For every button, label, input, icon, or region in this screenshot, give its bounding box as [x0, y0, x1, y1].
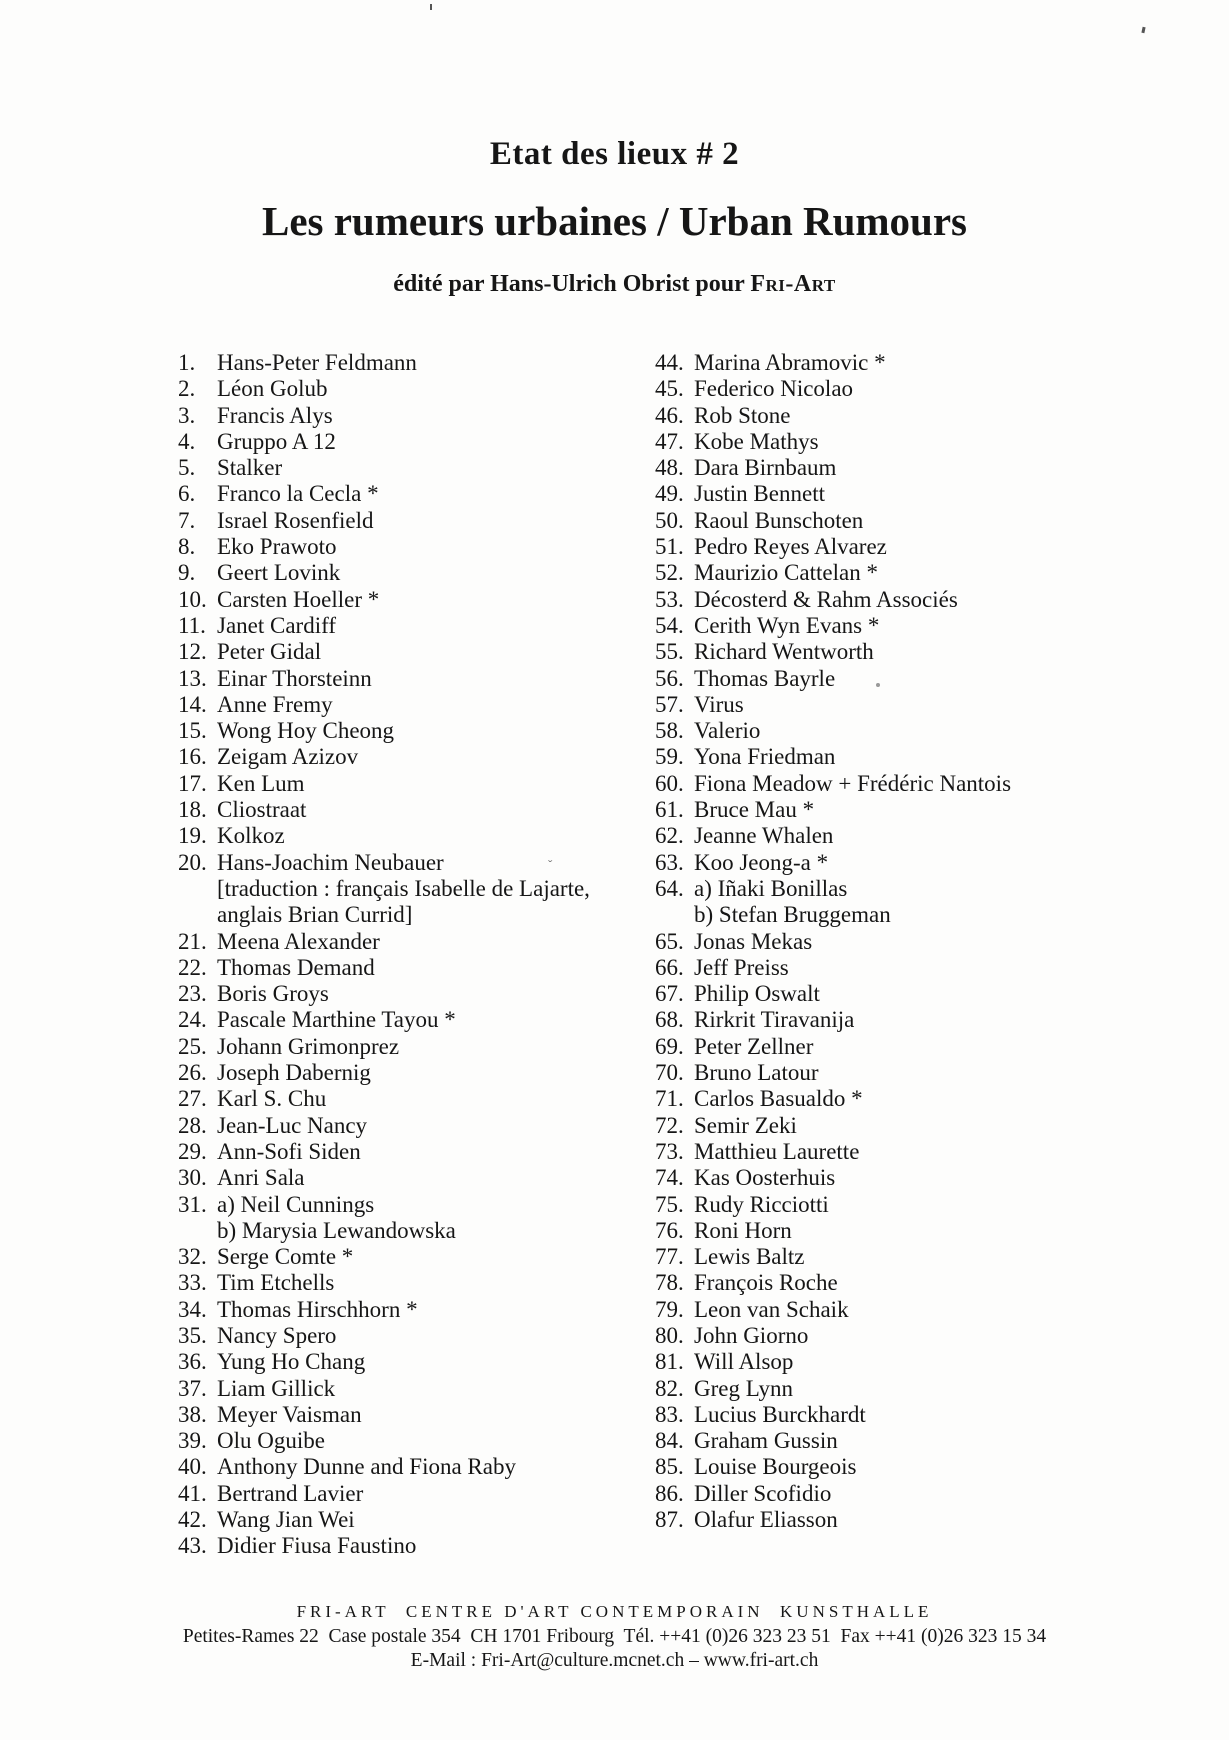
- list-item-name: Bertrand Lavier: [217, 1480, 364, 1506]
- list-item-number: 21.: [178, 928, 207, 954]
- list-item: [655, 429, 1175, 455]
- list-item: [655, 1086, 1175, 1112]
- list-item-number: 53.: [655, 586, 684, 612]
- list-item-number: 3.: [178, 402, 196, 428]
- list-item: [178, 797, 655, 823]
- list-item: [178, 1034, 655, 1060]
- footer-email-web: E-Mail : Fri-Art@culture.mcnet.ch – www.fri-art.ch: [410, 1649, 819, 1671]
- list-item: [178, 1086, 655, 1112]
- list-item-number: 60.: [655, 770, 684, 796]
- list-item: [178, 1244, 655, 1270]
- list-item-name: Leon van Schaik: [694, 1296, 849, 1322]
- list-item: [178, 1376, 655, 1402]
- list-item-number: 41.: [178, 1480, 207, 1506]
- list-item-number: 75.: [655, 1191, 684, 1217]
- list-item-name: Peter Zellner: [694, 1033, 814, 1059]
- byline-brand: Fri-Art: [750, 271, 836, 297]
- list-item: [178, 1428, 655, 1454]
- list-item: [178, 1323, 655, 1349]
- list-item: [178, 1507, 655, 1533]
- list-item: [655, 403, 1175, 429]
- list-item: [655, 1165, 1175, 1191]
- list-item-name: Karl S. Chu: [217, 1086, 327, 1112]
- list-item-name: Stalker: [217, 455, 283, 481]
- list-item: [655, 1192, 1175, 1218]
- list-item: [655, 639, 1175, 665]
- list-item: [655, 1218, 1175, 1244]
- scan-artifact: [876, 683, 880, 687]
- list-item-number: 56.: [655, 665, 684, 691]
- document-pretitle: Etat des lieux # 2: [489, 136, 740, 172]
- list-item: [178, 718, 655, 744]
- list-item-name: Lucius Burckhardt: [694, 1401, 866, 1427]
- list-item-name: Rudy Ricciotti: [694, 1191, 829, 1217]
- list-item-number: 54.: [655, 612, 684, 638]
- list-item: [178, 350, 655, 376]
- list-item: [655, 1481, 1175, 1507]
- list-item-name: François Roche: [694, 1270, 838, 1296]
- list-item-number: 31.: [178, 1191, 207, 1217]
- list-item: [178, 1139, 655, 1165]
- list-item-number: 50.: [655, 507, 684, 533]
- list-item-name: Peter Gidal: [217, 639, 322, 665]
- list-item: [655, 1270, 1175, 1296]
- list-item-number: 39.: [178, 1428, 207, 1454]
- list-item: [655, 481, 1175, 507]
- list-item: [178, 1007, 655, 1033]
- list-item: [655, 850, 1175, 876]
- list-item-name: Hans-Joachim Neubauer [traduction : français Isabelle de Lajarte, anglais Brian Currid]: [217, 849, 590, 928]
- list-item-number: 16.: [178, 744, 207, 770]
- list-item-number: 85.: [655, 1454, 684, 1480]
- list-item-number: 61.: [655, 797, 684, 823]
- list-item-name: Ken Lum: [217, 770, 305, 796]
- list-item: [655, 1007, 1175, 1033]
- list-item-number: 32.: [178, 1244, 207, 1270]
- list-item-number: 15.: [178, 718, 207, 744]
- list-item-number: 49.: [655, 481, 684, 507]
- list-item-number: 67.: [655, 981, 684, 1007]
- list-item-number: 69.: [655, 1033, 684, 1059]
- list-item-name: Einar Thorsteinn: [217, 665, 372, 691]
- scan-artifact: [430, 4, 432, 10]
- list-item-number: 77.: [655, 1244, 684, 1270]
- list-item: [178, 1454, 655, 1480]
- list-item-number: 27.: [178, 1086, 207, 1112]
- artist-list: [178, 350, 1175, 1560]
- list-item-number: 1.: [178, 350, 196, 375]
- list-item-name: Richard Wentworth: [694, 639, 874, 665]
- list-item-number: 36.: [178, 1349, 207, 1375]
- footer-institution: FRI-ART CENTRE D'ART CONTEMPORAIN KUNSTHALLE: [296, 1602, 933, 1621]
- list-item-name: Cliostraat: [217, 797, 307, 823]
- list-item-name: Janet Cardiff: [217, 612, 337, 638]
- list-item: [655, 350, 1175, 376]
- list-item-name: Meyer Vaisman: [217, 1401, 362, 1427]
- list-item-name: Rob Stone: [694, 402, 791, 428]
- list-item-number: 30.: [178, 1165, 207, 1191]
- list-item: [655, 613, 1175, 639]
- list-item-number: 82.: [655, 1375, 684, 1401]
- list-item: [655, 1034, 1175, 1060]
- list-item-number: 55.: [655, 639, 684, 665]
- list-item-number: 14.: [178, 691, 207, 717]
- list-item-number: 57.: [655, 691, 684, 717]
- list-item-number: 34.: [178, 1296, 207, 1322]
- list-item-name: Bruno Latour: [694, 1060, 819, 1086]
- list-item-name: Philip Oswalt: [694, 981, 820, 1007]
- list-item-name: Jeanne Whalen: [694, 823, 834, 849]
- list-item-number: 59.: [655, 744, 684, 770]
- list-item: [655, 797, 1175, 823]
- document-byline: [0, 271, 1229, 298]
- list-item-number: 18.: [178, 797, 207, 823]
- list-item: [655, 1113, 1175, 1139]
- list-item: [178, 1165, 655, 1191]
- list-item-number: 81.: [655, 1349, 684, 1375]
- list-item-number: 44.: [655, 350, 684, 375]
- list-item: [655, 455, 1175, 481]
- list-item: [655, 587, 1175, 613]
- list-item-name: Thomas Demand: [217, 954, 375, 980]
- list-item: [655, 1376, 1175, 1402]
- list-item: [655, 376, 1175, 402]
- list-item: [178, 1481, 655, 1507]
- list-item-number: 5.: [178, 455, 196, 481]
- list-item-number: 78.: [655, 1270, 684, 1296]
- list-item: [178, 560, 655, 586]
- list-item: [178, 639, 655, 665]
- list-item-name: Diller Scofidio: [694, 1480, 832, 1506]
- list-item: [178, 1349, 655, 1375]
- list-item-name: Fiona Meadow + Frédéric Nantois: [694, 770, 1012, 796]
- list-item: [178, 587, 655, 613]
- list-item-name: Carsten Hoeller *: [217, 586, 380, 612]
- list-item: [655, 744, 1175, 770]
- list-item: [178, 1533, 655, 1559]
- list-item: [178, 429, 655, 455]
- list-item-name: Thomas Bayrle: [694, 665, 836, 691]
- list-item-name: Greg Lynn: [694, 1375, 794, 1401]
- list-item-number: 63.: [655, 849, 684, 875]
- footer-address: Petites-Rames 22 Case postale 354 CH 1701 Fribourg Tél. ++41 (0)26 323 23 51 Fax ++41 (0)26 323 15 34: [182, 1626, 1047, 1647]
- list-item: [178, 823, 655, 849]
- list-item-name: Liam Gillick: [217, 1375, 336, 1401]
- list-item: [178, 955, 655, 981]
- list-item-number: 19.: [178, 823, 207, 849]
- list-item: [655, 1454, 1175, 1480]
- list-item: [655, 1402, 1175, 1428]
- list-item-name: Israel Rosenfield: [217, 507, 374, 533]
- list-item: [178, 1297, 655, 1323]
- list-item-name: Anne Fremy: [217, 691, 333, 717]
- list-item-number: 66.: [655, 954, 684, 980]
- list-item-name: Kolkoz: [217, 823, 285, 849]
- list-item-name: Joseph Dabernig: [217, 1060, 371, 1086]
- list-item-number: 58.: [655, 718, 684, 744]
- list-item-number: 24.: [178, 1007, 207, 1033]
- list-item-name: Koo Jeong-a *: [694, 849, 829, 875]
- list-item-name: Lewis Baltz: [694, 1244, 805, 1270]
- list-item: [178, 1270, 655, 1296]
- list-item-name: Marina Abramovic *: [694, 350, 886, 375]
- list-item: [178, 613, 655, 639]
- list-item-name: Carlos Basualdo *: [694, 1086, 863, 1112]
- list-item-name: Yona Friedman: [694, 744, 836, 770]
- list-item: [655, 1244, 1175, 1270]
- list-item-number: 35.: [178, 1322, 207, 1348]
- list-item-number: 52.: [655, 560, 684, 586]
- document-title: Les rumeurs urbaines / Urban Rumours: [261, 198, 968, 244]
- list-item: [655, 929, 1175, 955]
- list-item: [178, 508, 655, 534]
- list-item-number: 71.: [655, 1086, 684, 1112]
- list-item-name: Federico Nicolao: [694, 376, 854, 402]
- list-item-number: 8.: [178, 534, 196, 560]
- list-item-name: Tim Etchells: [217, 1270, 335, 1296]
- list-item-number: 45.: [655, 376, 684, 402]
- list-item-name: Gruppo A 12: [217, 428, 336, 454]
- list-item-name: Didier Fiusa Faustino: [217, 1533, 417, 1559]
- list-item: [178, 1113, 655, 1139]
- list-item-name: Francis Alys: [217, 402, 333, 428]
- list-item: [178, 850, 655, 929]
- list-item-name: Jonas Mekas: [694, 928, 813, 954]
- list-item-name: Kas Oosterhuis: [694, 1165, 836, 1191]
- list-item-name: Anri Sala: [217, 1165, 305, 1191]
- list-item-number: 2.: [178, 376, 196, 402]
- list-item-number: 83.: [655, 1401, 684, 1427]
- list-item-name: Hans-Peter Feldmann: [217, 350, 417, 375]
- list-item: [178, 481, 655, 507]
- list-item-name: Rirkrit Tiravanija: [694, 1007, 855, 1033]
- list-item: [655, 981, 1175, 1007]
- list-item-name: Pedro Reyes Alvarez: [694, 534, 887, 560]
- list-item: [178, 455, 655, 481]
- list-item: [178, 666, 655, 692]
- list-item-number: 74.: [655, 1165, 684, 1191]
- list-item: [655, 1428, 1175, 1454]
- list-item-name: Maurizio Cattelan *: [694, 560, 878, 586]
- list-item-name: John Giorno: [694, 1322, 809, 1348]
- list-item-name: Olafur Eliasson: [694, 1507, 838, 1533]
- list-item-name: Wong Hoy Cheong: [217, 718, 395, 744]
- document-footer: [0, 1602, 1229, 1672]
- list-item: [655, 1323, 1175, 1349]
- list-item: [655, 508, 1175, 534]
- list-item-name: Graham Gussin: [694, 1428, 838, 1454]
- list-item: [655, 1139, 1175, 1165]
- list-item: [655, 1507, 1175, 1533]
- list-item-name: Wang Jian Wei: [217, 1507, 355, 1533]
- list-item-name: Jeff Preiss: [694, 954, 789, 980]
- list-item-name: Ann-Sofi Siden: [217, 1138, 361, 1164]
- list-item: [655, 692, 1175, 718]
- list-item: [178, 981, 655, 1007]
- list-item-name: Bruce Mau *: [694, 797, 815, 823]
- list-item-number: 4.: [178, 428, 196, 454]
- list-item-name: Roni Horn: [694, 1217, 792, 1243]
- list-item-name: Virus: [694, 691, 744, 717]
- list-item: [655, 955, 1175, 981]
- list-item: [178, 403, 655, 429]
- artist-list-column-left: [178, 350, 655, 1560]
- list-item-number: 40.: [178, 1454, 207, 1480]
- list-item-name: Anthony Dunne and Fiona Raby: [217, 1454, 516, 1480]
- list-item-number: 43.: [178, 1533, 207, 1559]
- list-item-number: 51.: [655, 534, 684, 560]
- list-item: [178, 692, 655, 718]
- list-item-name: Yung Ho Chang: [217, 1349, 366, 1375]
- list-item-name: Boris Groys: [217, 981, 329, 1007]
- list-item-number: 23.: [178, 981, 207, 1007]
- list-item: [178, 1192, 655, 1245]
- list-item-number: 47.: [655, 428, 684, 454]
- list-item-name: Décosterd & Rahm Associés: [694, 586, 958, 612]
- scan-artifact: ˇ: [548, 857, 553, 872]
- list-item-number: 79.: [655, 1296, 684, 1322]
- list-item-number: 65.: [655, 928, 684, 954]
- list-item-number: 72.: [655, 1112, 684, 1138]
- list-item-name: Matthieu Laurette: [694, 1138, 860, 1164]
- list-item-number: 73.: [655, 1138, 684, 1164]
- list-item-name: Léon Golub: [217, 376, 328, 402]
- list-item: [178, 929, 655, 955]
- list-item-name: Zeigam Azizov: [217, 744, 359, 770]
- list-item-number: 6.: [178, 481, 196, 507]
- list-item: [655, 1060, 1175, 1086]
- list-item-number: 87.: [655, 1507, 684, 1533]
- list-item-name: Franco la Cecla *: [217, 481, 379, 507]
- list-item-number: 70.: [655, 1060, 684, 1086]
- list-item-number: 10.: [178, 586, 207, 612]
- list-item-name: Eko Prawoto: [217, 534, 337, 560]
- list-item: [655, 876, 1175, 929]
- list-item-name: Johann Grimonprez: [217, 1033, 400, 1059]
- list-item-number: 76.: [655, 1217, 684, 1243]
- list-item: [655, 666, 1175, 692]
- list-item: [655, 718, 1175, 744]
- list-item-number: 48.: [655, 455, 684, 481]
- list-item-number: 22.: [178, 954, 207, 980]
- list-item: [655, 823, 1175, 849]
- list-item-number: 20.: [178, 849, 207, 875]
- list-item-number: 28.: [178, 1112, 207, 1138]
- list-item-number: 68.: [655, 1007, 684, 1033]
- list-item-name: Geert Lovink: [217, 560, 341, 586]
- list-item-name: Valerio: [694, 718, 761, 744]
- list-item: [655, 1349, 1175, 1375]
- list-item-number: 64.: [655, 875, 684, 901]
- list-item: [178, 771, 655, 797]
- list-item-name: Nancy Spero: [217, 1322, 337, 1348]
- list-item: [655, 1297, 1175, 1323]
- artist-list-column-right: [655, 350, 1175, 1560]
- list-item-number: 17.: [178, 770, 207, 796]
- list-item: [655, 771, 1175, 797]
- list-item-name: Dara Birnbaum: [694, 455, 837, 481]
- list-item: [178, 1402, 655, 1428]
- list-item-number: 11.: [178, 612, 206, 638]
- list-item-number: 26.: [178, 1060, 207, 1086]
- list-item-name: a) Iñaki Bonillas b) Stefan Bruggeman: [694, 875, 891, 928]
- list-item-number: 25.: [178, 1033, 207, 1059]
- list-item-name: Raoul Bunschoten: [694, 507, 864, 533]
- list-item-number: 12.: [178, 639, 207, 665]
- list-item-number: 7.: [178, 507, 196, 533]
- list-item-name: Thomas Hirschhorn *: [217, 1296, 418, 1322]
- list-item-number: 37.: [178, 1375, 207, 1401]
- list-item: [178, 376, 655, 402]
- list-item-number: 38.: [178, 1401, 207, 1427]
- list-item-number: 62.: [655, 823, 684, 849]
- list-item-number: 46.: [655, 402, 684, 428]
- list-item-name: Justin Bennett: [694, 481, 825, 507]
- list-item-name: Kobe Mathys: [694, 428, 819, 454]
- list-item: [655, 534, 1175, 560]
- list-item-number: 33.: [178, 1270, 207, 1296]
- scan-artifact: [1141, 27, 1145, 33]
- list-item: [178, 534, 655, 560]
- list-item-name: Louise Bourgeois: [694, 1454, 857, 1480]
- list-item-number: 9.: [178, 560, 196, 586]
- list-item-name: Meena Alexander: [217, 928, 380, 954]
- list-item-name: Serge Comte *: [217, 1244, 354, 1270]
- list-item-number: 29.: [178, 1138, 207, 1164]
- list-item: [655, 560, 1175, 586]
- list-item-name: Semir Zeki: [694, 1112, 797, 1138]
- list-item: [178, 744, 655, 770]
- list-item-number: 42.: [178, 1507, 207, 1533]
- byline-text: édité par Hans-Ulrich Obrist pour: [393, 271, 751, 297]
- list-item-number: 86.: [655, 1480, 684, 1506]
- list-item-name: Jean-Luc Nancy: [217, 1112, 368, 1138]
- list-item-number: 80.: [655, 1322, 684, 1348]
- list-item-name: Cerith Wyn Evans *: [694, 612, 880, 638]
- list-item-name: Will Alsop: [694, 1349, 794, 1375]
- list-item-name: a) Neil Cunnings b) Marysia Lewandowska: [217, 1191, 456, 1243]
- list-item-name: Pascale Marthine Tayou *: [217, 1007, 456, 1033]
- list-item-number: 13.: [178, 665, 207, 691]
- list-item: [178, 1060, 655, 1086]
- list-item-number: 84.: [655, 1428, 684, 1454]
- list-item-name: Olu Oguibe: [217, 1428, 325, 1454]
